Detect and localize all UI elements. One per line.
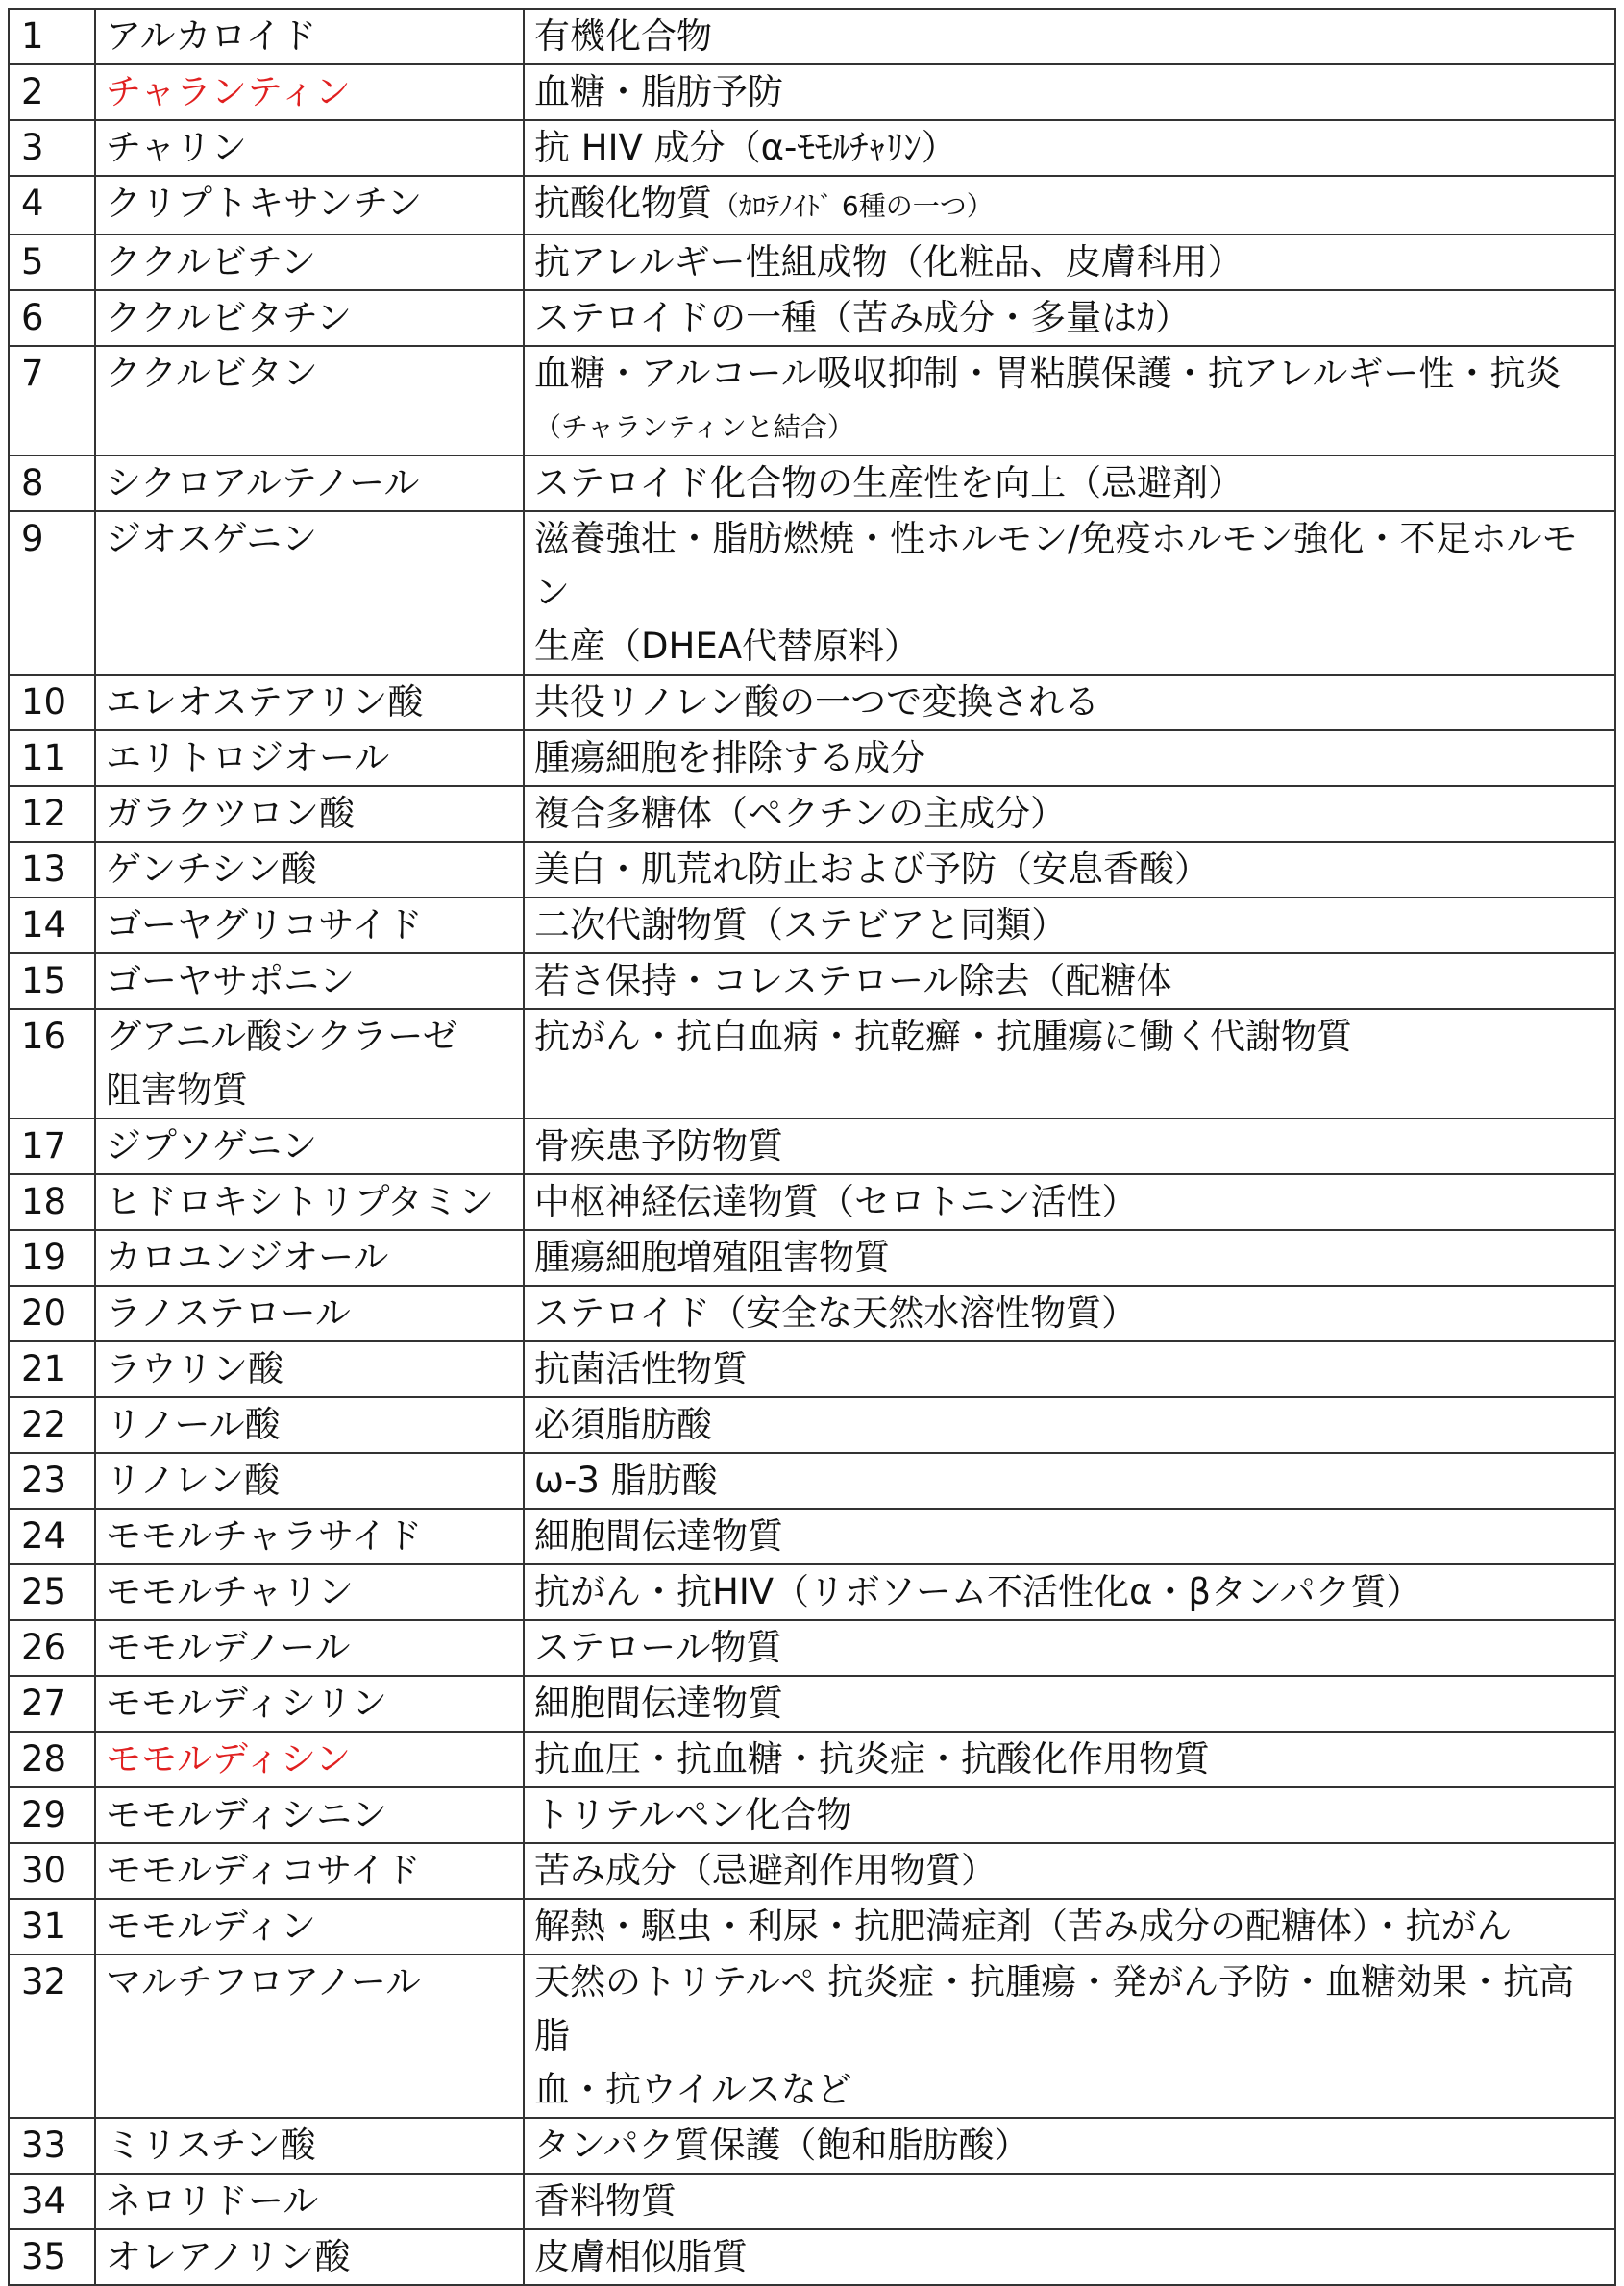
- description-main: 若さ保持・コレステロール除去（配糖体: [534, 960, 1172, 1001]
- table-row: [9, 176, 1615, 234]
- description-text: [534, 1510, 1605, 1563]
- compound-table: [8, 8, 1616, 2286]
- description-main: 腫瘍細胞を排除する成分: [534, 737, 925, 778]
- description-text: [534, 2175, 1605, 2228]
- compound-description: [524, 675, 1615, 730]
- description-main: 血糖・脂肪予防: [534, 71, 783, 112]
- description-text: [534, 512, 1605, 620]
- row-number: 21: [9, 1341, 95, 1397]
- description-main: ω-3 脂肪酸: [534, 1460, 718, 1501]
- table-row: [9, 1174, 1615, 1230]
- table-row: [9, 1954, 1615, 2118]
- compound-description: [524, 290, 1615, 346]
- row-number: 22: [9, 1397, 95, 1453]
- compound-description: [524, 1564, 1615, 1620]
- compound-name: [95, 511, 524, 675]
- compound-description: [524, 1676, 1615, 1732]
- table-row: [9, 290, 1615, 346]
- row-number: 3: [9, 120, 95, 176]
- table-row: [9, 1453, 1615, 1509]
- compound-name: [95, 786, 524, 842]
- compound-name: [95, 346, 524, 455]
- table-row: [9, 675, 1615, 730]
- compound-description: [524, 730, 1615, 786]
- compound-name: [95, 1787, 524, 1843]
- compound-description: [524, 786, 1615, 842]
- description-text: [534, 787, 1605, 841]
- compound-description: [524, 64, 1615, 120]
- compound-name-text: チャリン: [106, 127, 247, 168]
- compound-name: [95, 1397, 524, 1453]
- compound-name: [95, 953, 524, 1009]
- description-text: [534, 676, 1605, 729]
- compound-name: [95, 9, 524, 64]
- compound-name-text: ジオスゲニン: [106, 518, 318, 559]
- compound-name: [95, 1009, 524, 1118]
- description-text: [534, 121, 1605, 175]
- compound-name-text: ラノステロール: [106, 1292, 351, 1334]
- description-main: ステロイド（安全な天然水溶性物質）: [534, 1292, 1138, 1334]
- compound-name: [95, 1899, 524, 1954]
- row-number: 32: [9, 1954, 95, 2118]
- row-number: 31: [9, 1899, 95, 1954]
- compound-name: [95, 1676, 524, 1732]
- compound-name-text: マルチフロアノール: [106, 1961, 422, 2003]
- compound-name: [95, 1509, 524, 1564]
- row-number: 23: [9, 1453, 95, 1509]
- description-text-line2: （チャランティンと結合）: [534, 411, 854, 443]
- description-main: 抗がん・抗白血病・抗乾癬・抗腫瘍に働く代謝物質: [534, 1016, 1352, 1057]
- compound-name: [95, 1118, 524, 1174]
- table-row: [9, 1843, 1615, 1899]
- description-text-line2: 血・抗ウイルスなど: [534, 2069, 852, 2110]
- description-text: [534, 1900, 1605, 1954]
- compound-description: [524, 234, 1615, 290]
- row-number: 2: [9, 64, 95, 120]
- compound-name-text: モモルデノール: [106, 1627, 351, 1668]
- compound-name: [95, 2229, 524, 2285]
- row-number: 27: [9, 1676, 95, 1732]
- compound-name-text: オレアノリン酸: [106, 2236, 351, 2277]
- compound-name-text: ガラクツロン酸: [106, 793, 355, 834]
- description-main: 抗血圧・抗血糖・抗炎症・抗酸化作用物質: [534, 1738, 1210, 1780]
- compound-description: [524, 1397, 1615, 1453]
- description-text: [534, 1565, 1605, 1619]
- compound-description: [524, 2229, 1615, 2285]
- compound-name: [95, 730, 524, 786]
- compound-name: [95, 1341, 524, 1397]
- compound-name-text: ヒドロキシトリプタミン: [106, 1181, 495, 1222]
- table-row: [9, 1118, 1615, 1174]
- description-text-line2: 生産（DHEA代替原料）: [534, 626, 921, 667]
- table-row: [9, 455, 1615, 511]
- description-text: [534, 291, 1605, 345]
- table-row: [9, 2118, 1615, 2174]
- table-row: [9, 9, 1615, 64]
- description-main: 有機化合物: [534, 15, 712, 57]
- compound-description: [524, 1341, 1615, 1397]
- row-number: 7: [9, 346, 95, 455]
- row-number: 16: [9, 1009, 95, 1118]
- compound-name: [95, 1954, 524, 2118]
- description-main: 共役リノレン酸の一つで変換される: [534, 681, 1100, 723]
- table-row: [9, 897, 1615, 953]
- table-row: [9, 730, 1615, 786]
- compound-name-text: ゲンチシン酸: [106, 848, 317, 890]
- row-number: 6: [9, 290, 95, 346]
- row-number: 24: [9, 1509, 95, 1564]
- compound-name: [95, 1843, 524, 1899]
- compound-name: [95, 64, 524, 120]
- compound-description: [524, 1954, 1615, 2118]
- description-note: （ｶﾛﾃﾉｲﾄﾞ 6種の一つ）: [712, 190, 994, 222]
- row-number: 35: [9, 2229, 95, 2285]
- table-row: [9, 842, 1615, 897]
- description-text: [534, 731, 1605, 785]
- compound-name: [95, 1174, 524, 1230]
- row-number: 20: [9, 1286, 95, 1341]
- description-text: [534, 1287, 1605, 1340]
- compound-description: [524, 9, 1615, 64]
- row-number: 5: [9, 234, 95, 290]
- compound-description: [524, 120, 1615, 176]
- compound-name-text-line2: 阻害物質: [106, 1069, 248, 1111]
- compound-name-text: ゴーヤサポニン: [106, 960, 355, 1001]
- compound-name: [95, 290, 524, 346]
- row-number: 18: [9, 1174, 95, 1230]
- table-row: [9, 1732, 1615, 1787]
- compound-name-text: ククルビチン: [106, 241, 317, 283]
- row-number: 30: [9, 1843, 95, 1899]
- compound-name-text: カロユンジオール: [106, 1237, 389, 1278]
- compound-description: [524, 897, 1615, 953]
- table-row: [9, 120, 1615, 176]
- compound-name-text: ジプソゲニン: [106, 1125, 318, 1167]
- description-main: 腫瘍細胞増殖阻害物質: [534, 1237, 890, 1278]
- description-main: 複合多糖体（ペクチンの主成分）: [534, 793, 1067, 834]
- description-main: 骨疾患予防物質: [534, 1125, 783, 1167]
- description-main: 抗酸化物質: [534, 183, 712, 224]
- table-row: [9, 2174, 1615, 2229]
- compound-name: [95, 1286, 524, 1341]
- compound-name-text: ククルビタン: [106, 353, 318, 394]
- compound-description: [524, 2174, 1615, 2229]
- table-row: [9, 953, 1615, 1009]
- compound-name-text: モモルディシン: [106, 1738, 352, 1780]
- description-main: 抗がん・抗HIV（リボソーム不活性化α・βタンパク質）: [534, 1571, 1422, 1612]
- table-row: [9, 1341, 1615, 1397]
- compound-name-text: グアニル酸シクラーゼ: [106, 1016, 458, 1057]
- compound-name-text: ラウリン酸: [106, 1348, 283, 1389]
- description-text: [534, 1955, 1605, 2063]
- row-number: 28: [9, 1732, 95, 1787]
- description-text: [534, 954, 1605, 1008]
- row-number: 8: [9, 455, 95, 511]
- description-main: 苦み成分（忌避剤作用物質）: [534, 1850, 997, 1891]
- row-number: 29: [9, 1787, 95, 1843]
- description-text: [534, 1733, 1605, 1786]
- description-text: [534, 2119, 1605, 2173]
- compound-description: [524, 511, 1615, 675]
- description-main: 滋養強壮・脂肪燃焼・性ホルモン/免疫ホルモン強化・不足ホルモン: [534, 518, 1578, 613]
- compound-description: [524, 1009, 1615, 1118]
- row-number: 15: [9, 953, 95, 1009]
- compound-description: [524, 1620, 1615, 1676]
- compound-name: [95, 675, 524, 730]
- compound-description: [524, 953, 1615, 1009]
- compound-description: [524, 1174, 1615, 1230]
- table-row: [9, 346, 1615, 455]
- description-text: [534, 898, 1605, 952]
- row-number: 10: [9, 675, 95, 730]
- compound-name: [95, 1453, 524, 1509]
- row-number: 33: [9, 2118, 95, 2174]
- table-row: [9, 1230, 1615, 1286]
- description-text: [534, 1175, 1605, 1229]
- description-main: ステロイド化合物の生産性を向上（忌避剤）: [534, 462, 1244, 504]
- description-text: [534, 1454, 1605, 1508]
- table-row: [9, 234, 1615, 290]
- compound-name-text: ネロリドール: [106, 2180, 319, 2222]
- description-text: [534, 1398, 1605, 1452]
- compound-name-text: リノール酸: [106, 1404, 281, 1445]
- compound-description: [524, 1230, 1615, 1286]
- compound-name-text: クリプトキサンチン: [106, 183, 423, 224]
- table-row: [9, 1787, 1615, 1843]
- compound-name-text: エレオステアリン酸: [106, 681, 424, 723]
- description-main: 抗アレルギー性組成物（化粧品、皮膚科用）: [534, 241, 1243, 283]
- compound-description: [524, 1732, 1615, 1787]
- compound-name: [95, 455, 524, 511]
- description-main: 細胞間伝達物質: [534, 1515, 783, 1557]
- compound-name: [95, 1564, 524, 1620]
- row-number: 25: [9, 1564, 95, 1620]
- compound-name: [95, 176, 524, 234]
- compound-name-text: モモルディン: [106, 1905, 317, 1947]
- compound-name: [95, 2118, 524, 2174]
- description-main: 抗菌活性物質: [534, 1348, 748, 1389]
- description-main: 血糖・アルコール吸収抑制・胃粘膜保護・抗アレルギー性・抗炎: [534, 353, 1562, 394]
- description-text: [534, 1010, 1605, 1064]
- compound-description: [524, 2118, 1615, 2174]
- description-main: 解熱・駆虫・利尿・抗肥満症剤（苦み成分の配糖体）・抗がん: [534, 1905, 1513, 1947]
- compound-description: [524, 1509, 1615, 1564]
- compound-name-text: ククルビタチン: [106, 297, 353, 338]
- compound-name-text: モモルディシリン: [106, 1683, 388, 1724]
- table-row: [9, 786, 1615, 842]
- table-row: [9, 1286, 1615, 1341]
- row-number: 11: [9, 730, 95, 786]
- table-row: [9, 1899, 1615, 1954]
- compound-name-text: モモルディシニン: [106, 1794, 388, 1835]
- row-number: 26: [9, 1620, 95, 1676]
- compound-name: [95, 234, 524, 290]
- row-number: 4: [9, 176, 95, 234]
- description-main: 細胞間伝達物質: [534, 1683, 783, 1724]
- description-main: タンパク質保護（飽和脂肪酸）: [534, 2125, 1030, 2166]
- compound-description: [524, 455, 1615, 511]
- table-row: [9, 2229, 1615, 2285]
- description-text: [534, 1231, 1605, 1285]
- description-text: [534, 1844, 1605, 1898]
- row-number: 13: [9, 842, 95, 897]
- description-text: [534, 1342, 1605, 1396]
- compound-name: [95, 1732, 524, 1787]
- compound-description: [524, 1899, 1615, 1954]
- compound-name-text: ミリスチン酸: [106, 2125, 316, 2166]
- row-number: 14: [9, 897, 95, 953]
- description-main: 必須脂肪酸: [534, 1404, 712, 1445]
- compound-name-text: エリトロジオール: [106, 737, 390, 778]
- compound-description: [524, 1286, 1615, 1341]
- table-row: [9, 511, 1615, 675]
- compound-name-text: ゴーヤグリコサイド: [106, 904, 423, 946]
- compound-description: [524, 1843, 1615, 1899]
- row-number: 9: [9, 511, 95, 675]
- compound-description: [524, 176, 1615, 234]
- compound-name-text: アルカロイド: [106, 15, 317, 57]
- description-text: [534, 843, 1605, 897]
- row-number: 1: [9, 9, 95, 64]
- description-text: [534, 2230, 1605, 2284]
- compound-description: [524, 1787, 1615, 1843]
- description-main: ステロイドの一種（苦み成分・多量はｶ）: [534, 297, 1191, 338]
- description-text: [534, 65, 1605, 119]
- description-main: 中枢神経伝達物質（セロトニン活性）: [534, 1181, 1138, 1222]
- description-main: 皮膚相似脂質: [534, 2236, 748, 2277]
- table-row: [9, 1564, 1615, 1620]
- compound-name-text: モモルチャラサイド: [106, 1515, 423, 1557]
- table-body: [9, 9, 1615, 2285]
- table-row: [9, 1009, 1615, 1118]
- description-main: 抗 HIV 成分（α-ﾓﾓﾙﾁｬﾘﾝ）: [534, 127, 957, 168]
- table-row: [9, 1620, 1615, 1676]
- compound-description: [524, 346, 1615, 455]
- description-main: 美白・肌荒れ防止および予防（安息香酸）: [534, 848, 1210, 890]
- row-number: 34: [9, 2174, 95, 2229]
- description-text: [534, 1788, 1605, 1842]
- description-text: [534, 347, 1605, 401]
- compound-name-text: シクロアルテノール: [106, 462, 420, 504]
- compound-description: [524, 1453, 1615, 1509]
- row-number: 19: [9, 1230, 95, 1286]
- compound-name: [95, 2174, 524, 2229]
- compound-name: [95, 842, 524, 897]
- description-text: [534, 177, 1605, 234]
- table-row: [9, 64, 1615, 120]
- description-main: 天然のトリテルペ 抗炎症・抗腫瘍・発がん予防・血糖効果・抗高脂: [534, 1961, 1575, 2056]
- description-text: [534, 1677, 1605, 1731]
- description-text: [534, 456, 1605, 510]
- table-row: [9, 1397, 1615, 1453]
- description-main: 二次代謝物質（ステビアと同類）: [534, 904, 1068, 946]
- description-text: [534, 1119, 1605, 1173]
- description-main: 香料物質: [534, 2180, 677, 2222]
- row-number: 17: [9, 1118, 95, 1174]
- compound-name: [95, 897, 524, 953]
- compound-name-text: モモルディコサイド: [106, 1850, 421, 1891]
- compound-description: [524, 1118, 1615, 1174]
- compound-name: [95, 1620, 524, 1676]
- table-row: [9, 1676, 1615, 1732]
- description-main: ステロール物質: [534, 1627, 782, 1668]
- compound-description: [524, 842, 1615, 897]
- description-text: [534, 10, 1605, 63]
- description-text: [534, 235, 1605, 289]
- compound-name: [95, 1230, 524, 1286]
- table-row: [9, 1509, 1615, 1564]
- compound-name: [95, 120, 524, 176]
- compound-name-text: チャランティン: [106, 71, 351, 112]
- description-text: [534, 1621, 1605, 1675]
- compound-name-text: モモルチャリン: [106, 1571, 354, 1612]
- description-main: トリテルペン化合物: [534, 1794, 852, 1835]
- compound-name-text: リノレン酸: [106, 1460, 281, 1501]
- row-number: 12: [9, 786, 95, 842]
